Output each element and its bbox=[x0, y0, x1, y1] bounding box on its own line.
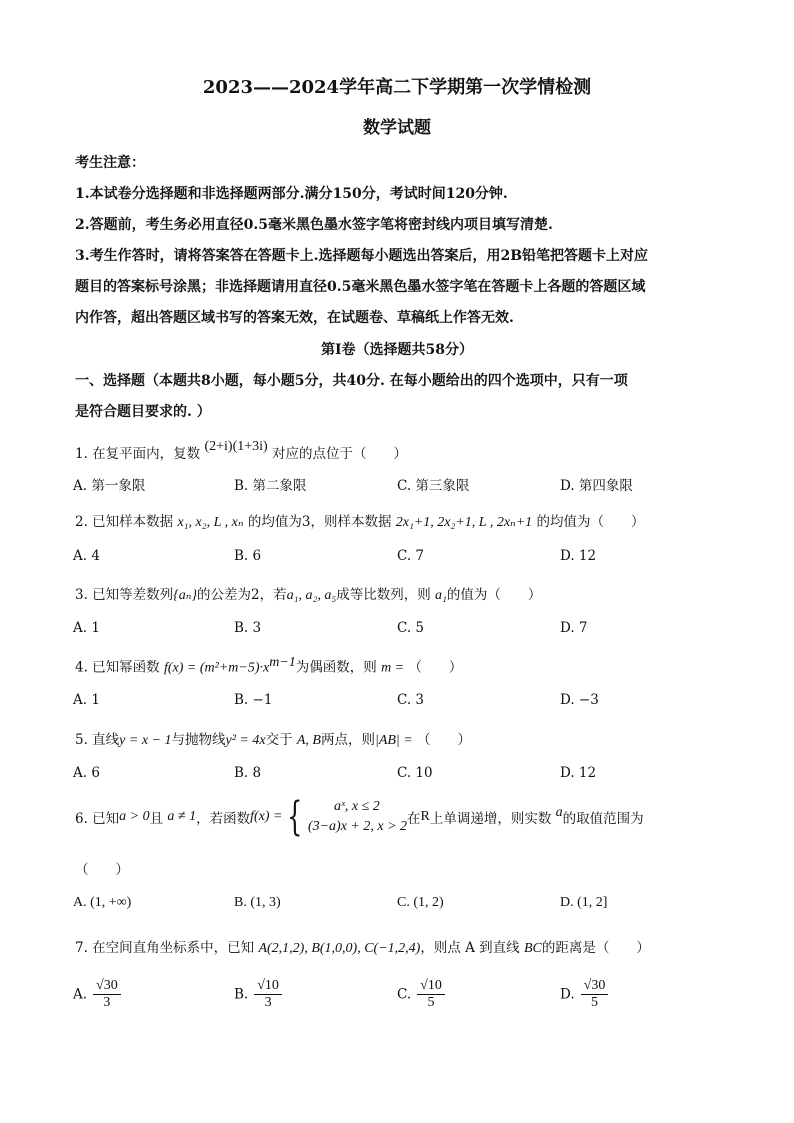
q6-case-2: (3−a)x + 2, x > 2 bbox=[307, 819, 408, 834]
q5-segment-length: |AB| = bbox=[374, 733, 413, 748]
q2-option-d: D. 12 bbox=[560, 548, 597, 564]
q2-text-mid: 的均值为3，则样本数据 bbox=[247, 514, 392, 530]
q4-option-b: B. −1 bbox=[234, 692, 273, 708]
q6-reals: R bbox=[420, 809, 430, 824]
q1-option-d: D. 第四象限 bbox=[560, 478, 633, 494]
q2-text-pre: 2. 已知样本数据 bbox=[75, 514, 174, 530]
q3-option-a: A. 1 bbox=[73, 620, 100, 636]
question-1 bbox=[75, 439, 407, 463]
notice-item-5: 内作答，超出答题区域书写的答案无效，在试题卷、草稿纸上作答无效. bbox=[75, 310, 514, 326]
q5-text-mid3: 两点，则 bbox=[320, 732, 375, 748]
question-5 bbox=[75, 728, 471, 749]
q5-parabola-equation: y² = 4x bbox=[225, 733, 266, 748]
q3-first-term: a₁ bbox=[435, 588, 447, 603]
q7-option-d-numerator: √30 bbox=[581, 978, 609, 995]
q5-option-a: A. 6 bbox=[73, 765, 100, 781]
q7-option-a-denominator: 3 bbox=[103, 995, 111, 1010]
q6-parameter: a bbox=[555, 805, 563, 820]
q4-variable: m = bbox=[381, 660, 405, 676]
q5-text-pre: 5. 直线 bbox=[75, 732, 120, 748]
notice-item-4: 题目的答案标号涂黑；非选择题请用直径0.5毫米黑色墨水签字笔在答题卡上各题的答题区域 bbox=[75, 279, 646, 295]
q2-option-c: C. 7 bbox=[397, 548, 425, 564]
notice-item-3: 3.考生作答时，请将答案答在答题卡上.选择题每小题选出答案后，用2B铅笔把答题卡上对应 bbox=[75, 248, 649, 264]
q3-option-b: B. 3 bbox=[234, 620, 262, 636]
q3-option-d: D. 7 bbox=[560, 620, 588, 636]
q3-text-mid2: 成等比数列，则 bbox=[336, 587, 431, 603]
question-3 bbox=[75, 583, 541, 604]
q6-option-d: D. (1, 2] bbox=[560, 895, 608, 910]
q1-option-a: A. 第一象限 bbox=[73, 478, 146, 494]
q6-text-mid3: 在 bbox=[407, 811, 421, 827]
q5-text-mid: 与抛物线 bbox=[171, 732, 226, 748]
q6-text-mid4: 上单调递增，则实数 bbox=[429, 811, 552, 827]
q2-option-a: A. 4 bbox=[73, 548, 100, 564]
q7-option-b-label: B. bbox=[234, 986, 249, 1003]
q7-option-b bbox=[234, 978, 282, 1011]
q7-option-c-label: C. bbox=[397, 986, 412, 1003]
q5-line-equation: y = x − 1 bbox=[119, 733, 172, 748]
q1-expression: (2+i)(1+3i) bbox=[204, 439, 268, 454]
q7-text-mid: ，则点 A 到直线 bbox=[420, 940, 520, 956]
q6-function: f(x) = bbox=[250, 809, 283, 824]
q2-transformed-data: 2x₁+1, 2x₂+1, L , 2xₙ+1 bbox=[395, 515, 533, 530]
q6-text-post: 的取值范围为 bbox=[562, 811, 644, 827]
q4-exponent: m−1 bbox=[269, 655, 296, 670]
q5-text-post: （ ） bbox=[417, 732, 472, 748]
part1-instructions-line2: 是符合题目要求的. ） bbox=[75, 404, 211, 420]
q6-answer-paren: （ ） bbox=[75, 862, 129, 878]
q6-text-mid2: ，若函数 bbox=[196, 811, 251, 827]
question-4 bbox=[75, 655, 462, 677]
notice-item-2: 2.答题前，考生务必用直径0.5毫米黑色墨水签字笔将密封线内项目填写清楚. bbox=[75, 217, 553, 233]
q4-option-a: A. 1 bbox=[73, 692, 100, 708]
q7-option-c-denominator: 5 bbox=[427, 995, 435, 1010]
q6-piecewise bbox=[308, 797, 407, 837]
q7-option-a bbox=[73, 978, 121, 1011]
part1-instructions-line1: 一、选择题（本题共8小题，每小题5分，共40分. 在每小题给出的四个选项中，只有一项 bbox=[75, 373, 628, 389]
q7-line-bc: BC bbox=[523, 941, 542, 956]
q7-option-d-label: D. bbox=[560, 986, 575, 1003]
q6-case-1: aˣ, x ≤ 2 bbox=[333, 799, 380, 814]
q7-option-a-fraction bbox=[93, 978, 121, 1011]
q5-option-d: D. 12 bbox=[560, 765, 597, 781]
q6-condition-1: a > 0 bbox=[119, 809, 150, 824]
q1-text-post: 对应的点位于（ ） bbox=[271, 446, 407, 462]
q3-text-pre: 3. 已知等差数列 bbox=[75, 587, 174, 603]
q7-option-c-fraction bbox=[417, 978, 445, 1011]
q5-text-mid2: 交于 bbox=[265, 732, 293, 748]
question-6 bbox=[75, 794, 644, 840]
q7-option-d-fraction bbox=[581, 978, 609, 1011]
q7-text-pre: 7. 在空间直角坐标系中，已知 bbox=[75, 940, 255, 956]
q3-text-post: 的值为（ ） bbox=[446, 587, 542, 603]
q3-text-mid: 的公差为2，若 bbox=[197, 587, 287, 603]
q4-function: f(x) = (m²+m−5)·x bbox=[163, 660, 270, 676]
q6-option-c: C. (1, 2) bbox=[397, 895, 444, 910]
q7-option-b-fraction bbox=[254, 978, 282, 1011]
q5-option-c: C. 10 bbox=[397, 765, 433, 781]
q2-sample-data: x₁, x₂, L , xₙ bbox=[177, 515, 244, 530]
q6-option-a: A. (1, +∞) bbox=[73, 895, 132, 910]
q6-condition-2: a ≠ 1 bbox=[167, 809, 197, 824]
q7-option-d-denominator: 5 bbox=[590, 995, 598, 1010]
q6-text-pre: 6. 已知 bbox=[75, 811, 120, 827]
q7-text-post: 的距离是（ ） bbox=[541, 940, 650, 956]
q1-option-c: C. 第三象限 bbox=[397, 478, 470, 494]
q2-text-post: 的均值为（ ） bbox=[536, 514, 645, 530]
q4-text-pre: 4. 已知幂函数 bbox=[75, 659, 160, 676]
q3-terms: a₁, a₂, a₅ bbox=[286, 588, 337, 603]
page-subtitle: 数学试题 bbox=[363, 118, 431, 138]
q5-option-b: B. 8 bbox=[234, 765, 262, 781]
q3-option-c: C. 5 bbox=[397, 620, 425, 636]
q4-option-d: D. −3 bbox=[560, 692, 599, 708]
q7-option-a-label: A. bbox=[73, 986, 88, 1003]
page-title: 2023——2024学年高二下学期第一次学情检测 bbox=[202, 77, 592, 98]
q2-option-b: B. 6 bbox=[234, 548, 262, 564]
q7-option-b-numerator: √10 bbox=[254, 978, 282, 995]
question-7 bbox=[75, 936, 650, 957]
q7-option-c-numerator: √10 bbox=[417, 978, 445, 995]
q7-option-b-denominator: 3 bbox=[264, 995, 272, 1010]
q7-option-d bbox=[560, 978, 608, 1011]
q6-brace: { bbox=[287, 794, 303, 840]
notice-heading: 考生注意： bbox=[75, 155, 145, 171]
notice-item-1: 1.本试卷分选择题和非选择题两部分.满分150分，考试时间120分钟. bbox=[75, 186, 508, 202]
q3-sequence: {aₙ} bbox=[173, 588, 198, 603]
question-2 bbox=[75, 510, 644, 531]
q6-option-b: B. (1, 3) bbox=[234, 895, 281, 910]
q4-text-post: （ ） bbox=[408, 659, 463, 676]
q1-option-b: B. 第二象限 bbox=[234, 478, 307, 494]
q7-option-c bbox=[397, 978, 445, 1011]
q4-text-mid: 为偶函数，则 bbox=[295, 659, 377, 676]
q7-option-a-numerator: √30 bbox=[93, 978, 121, 995]
q4-option-c: C. 3 bbox=[397, 692, 425, 708]
q5-points: A, B bbox=[296, 733, 321, 748]
q7-points: A(2,1,2), B(1,0,0), C(−1,2,4) bbox=[258, 941, 421, 956]
q1-text-pre: 1. 在复平面内，复数 bbox=[75, 446, 201, 462]
q6-text-mid: 且 bbox=[149, 811, 164, 827]
section-title: 第Ⅰ卷（选择题共58分） bbox=[320, 342, 474, 358]
